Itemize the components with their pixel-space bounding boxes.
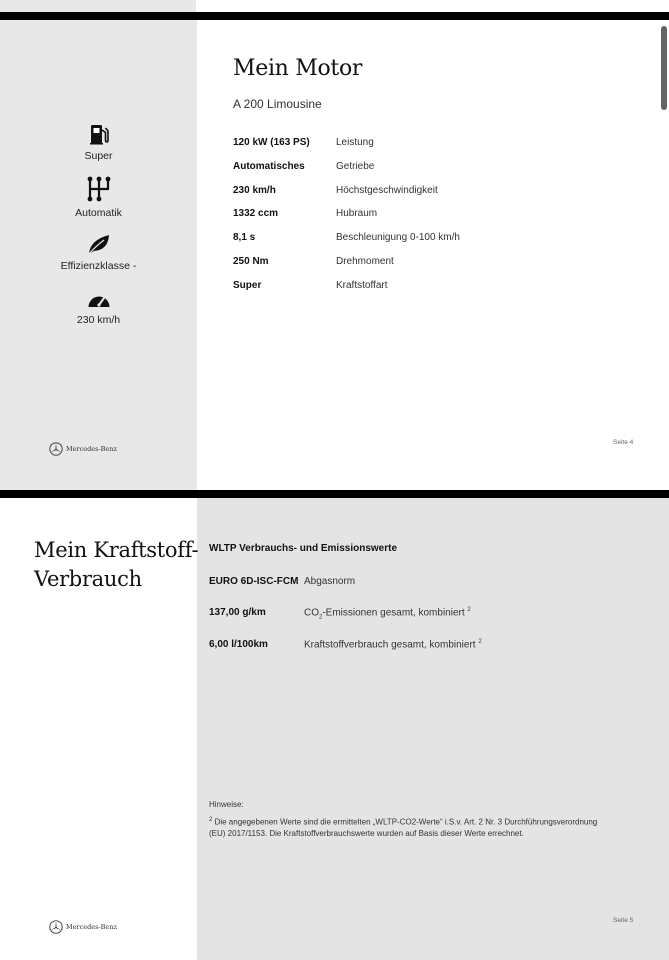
spec-row [233,208,633,224]
spec-value: 8,1 s [233,232,256,243]
footnote-text: $^2$ Die angegebenen Werte sind die ermittelten „WLTP-CO2-Werte“ i.S.v. Art. 2 Nr. 3 Durchführungsverordnung (EU) 2017/1153. Die Kraftstoffverbrauchswerte wurden auf Basis dieser Werte errechnet. [209,817,598,838]
spec-row [233,137,633,153]
spec-icon-fuel [0,122,197,162]
spec-value: Super [233,280,262,291]
spec-row [233,161,633,177]
spec-row [233,280,633,296]
spec-label: Getriebe [336,161,375,172]
brand-logo-text: Mercedes-Benz [66,445,117,453]
page-kraftstoffverbrauch [0,498,669,960]
spec-label: Leistung [336,137,374,148]
brand-logo-text: Mercedes-Benz [66,923,117,931]
norm-label: Abgasnorm [304,576,356,587]
brand-logo [49,442,117,456]
spec-icon-transmission [0,175,197,219]
fuel-pump-icon [87,122,111,146]
page-mein-motor [0,20,669,490]
page-title [34,536,198,594]
spec-value: 1332 ccm [233,208,279,219]
co2-value: 137,00 g/km [209,607,266,618]
spec-value: 250 Nm [233,256,269,267]
fuel-consumption-label: Kraftstoffverbrauch gesamt, kombiniert $^2$ [304,639,482,651]
previous-page-edge [0,0,669,12]
notes-heading: Hinweise: [209,800,244,809]
mercedes-star-icon [49,442,63,456]
co2-label: $CO_2$-Emissionen gesamt, kombiniert $^2$ [304,607,471,621]
spec-label: Drehmoment [336,256,394,267]
spec-value: Automatisches [233,161,305,172]
mercedes-star-icon [49,920,63,934]
spec-value: 230 km/h [233,185,276,196]
section-heading: WLTP Verbrauchs- und Emissionswerte [209,543,398,554]
spec-label: Hubraum [336,208,378,219]
leaf-icon [86,232,112,256]
top-speed-label: 230 km/h [76,314,121,326]
efficiency-class-label: Effizienzklasse - [60,260,137,272]
speedometer-icon [87,290,111,310]
content-area [197,20,669,490]
spec-row [233,232,633,248]
spec-value: 120 kW (163 PS) [233,137,310,148]
transmission-label: Automatik [75,207,122,219]
brand-logo [49,920,117,934]
spec-row [233,185,633,201]
scrollbar-thumb[interactable] [661,26,667,110]
model-name: A 200 Limousine [233,97,322,111]
page-number: Seite 4 [613,439,634,446]
page-number: Seite 5 [613,917,634,924]
content-area [197,498,669,960]
footnote-marker: 2 [478,639,482,645]
spec-row [233,256,633,272]
fuel-consumption-value: 6,00 l/100km [209,639,268,650]
gear-shift-icon [85,175,113,203]
spec-icon-top-speed [0,290,197,326]
spec-icon-efficiency [0,232,197,272]
fuel-type-label: Super [84,150,113,162]
page-title-line-1: Mein Kraftstoff- [34,538,199,562]
norm-value: EURO 6D-ISC-FCM [209,576,299,587]
page-title-line-2: Verbrauch [34,567,142,591]
page-title: Mein Motor [233,56,363,81]
footnote-marker: 2 [467,607,471,613]
spec-label: Beschleunigung 0-100 km/h [336,232,460,243]
spec-label: Höchstgeschwindigkeit [336,185,438,196]
spec-label: Kraftstoffart [336,280,388,291]
